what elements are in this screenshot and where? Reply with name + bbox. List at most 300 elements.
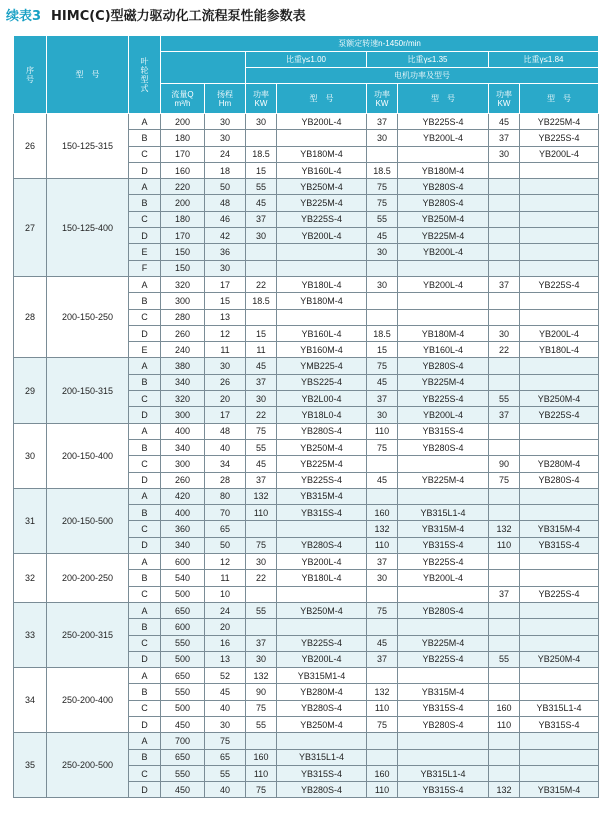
cell-flow: 700 — [161, 733, 205, 749]
cell-motor-2 — [398, 586, 489, 602]
cell-flow: 500 — [161, 651, 205, 667]
cell-motor-3 — [520, 260, 599, 276]
cell-impeller: E — [129, 342, 161, 358]
cell-power-3: 22 — [489, 342, 520, 358]
cell-flow: 280 — [161, 309, 205, 325]
cell-power-1: 45 — [246, 456, 277, 472]
cell-flow: 170 — [161, 146, 205, 162]
cell-motor-1: YB250M-4 — [277, 179, 367, 195]
cell-flow: 550 — [161, 765, 205, 781]
cell-seq: 31 — [14, 488, 47, 553]
cell-power-2: 18.5 — [367, 162, 398, 178]
cell-motor-2: YB280S-4 — [398, 358, 489, 374]
cell-flow: 450 — [161, 716, 205, 732]
cell-flow: 260 — [161, 325, 205, 341]
cell-power-1: 55 — [246, 602, 277, 618]
cell-impeller: B — [129, 195, 161, 211]
cell-head: 10 — [205, 586, 246, 602]
cell-power-2: 110 — [367, 537, 398, 553]
cell-motor-3 — [520, 619, 599, 635]
cell-flow: 320 — [161, 391, 205, 407]
cell-power-1: 55 — [246, 439, 277, 455]
cell-motor-3 — [520, 423, 599, 439]
cell-head: 30 — [205, 358, 246, 374]
cell-head: 30 — [205, 716, 246, 732]
cell-impeller: E — [129, 244, 161, 260]
cell-power-1: 75 — [246, 700, 277, 716]
cell-power-2: 110 — [367, 782, 398, 798]
cell-power-1: 30 — [246, 228, 277, 244]
cell-impeller: D — [129, 651, 161, 667]
cell-model: 150-125-400 — [47, 179, 129, 277]
cell-power-1: 45 — [246, 358, 277, 374]
cell-flow: 220 — [161, 179, 205, 195]
cell-power-2 — [367, 309, 398, 325]
header-power-3: 功率 KW — [489, 84, 520, 114]
cell-motor-2 — [398, 293, 489, 309]
cell-power-3 — [489, 602, 520, 618]
cell-motor-1: YB315L1-4 — [277, 749, 367, 765]
cell-flow: 340 — [161, 439, 205, 455]
cell-motor-3: YB315S-4 — [520, 537, 599, 553]
cell-flow: 150 — [161, 260, 205, 276]
cell-head: 11 — [205, 570, 246, 586]
cell-motor-3 — [520, 211, 599, 227]
cell-motor-3 — [520, 733, 599, 749]
cell-head: 50 — [205, 537, 246, 553]
cell-power-1 — [246, 586, 277, 602]
cell-power-3 — [489, 244, 520, 260]
cell-seq: 32 — [14, 554, 47, 603]
cell-power-2: 160 — [367, 505, 398, 521]
cell-head: 17 — [205, 407, 246, 423]
cell-head: 48 — [205, 423, 246, 439]
cell-power-2: 30 — [367, 570, 398, 586]
cell-motor-2: YB200L-4 — [398, 407, 489, 423]
cell-power-2: 75 — [367, 602, 398, 618]
cell-motor-2 — [398, 668, 489, 684]
cell-impeller: B — [129, 293, 161, 309]
cell-impeller: D — [129, 537, 161, 553]
cell-motor-1 — [277, 244, 367, 260]
cell-power-1 — [246, 260, 277, 276]
cell-impeller: D — [129, 716, 161, 732]
cell-motor-2 — [398, 733, 489, 749]
cell-power-3 — [489, 374, 520, 390]
cell-flow: 300 — [161, 293, 205, 309]
cell-power-3: 37 — [489, 130, 520, 146]
cell-model: 200-150-250 — [47, 276, 129, 357]
cell-motor-3 — [520, 602, 599, 618]
cell-motor-2: YB225M-4 — [398, 472, 489, 488]
cell-motor-3 — [520, 244, 599, 260]
cell-motor-1: YB280S-4 — [277, 423, 367, 439]
cell-motor-1 — [277, 619, 367, 635]
cell-head: 40 — [205, 439, 246, 455]
cell-flow: 260 — [161, 472, 205, 488]
cell-flow: 340 — [161, 374, 205, 390]
cell-model: 200-150-400 — [47, 423, 129, 488]
header-motor: 电机功率及型号 — [246, 68, 599, 84]
cell-flow: 550 — [161, 684, 205, 700]
cell-motor-2: YB225S-4 — [398, 651, 489, 667]
cell-head: 20 — [205, 391, 246, 407]
cell-power-1: 18.5 — [246, 293, 277, 309]
cell-impeller: D — [129, 407, 161, 423]
cell-flow: 450 — [161, 782, 205, 798]
cell-motor-3: YB200L-4 — [520, 146, 599, 162]
cell-power-2: 55 — [367, 211, 398, 227]
table-row — [14, 276, 599, 292]
cell-power-3 — [489, 635, 520, 651]
cell-power-1 — [246, 733, 277, 749]
cell-power-1: 30 — [246, 554, 277, 570]
cell-flow: 300 — [161, 456, 205, 472]
cell-motor-1 — [277, 260, 367, 276]
cell-head: 40 — [205, 700, 246, 716]
cell-flow: 150 — [161, 244, 205, 260]
cell-flow: 200 — [161, 195, 205, 211]
cell-motor-3 — [520, 293, 599, 309]
cell-head: 42 — [205, 228, 246, 244]
cell-motor-1 — [277, 586, 367, 602]
cell-power-3 — [489, 260, 520, 276]
cell-power-1: 160 — [246, 749, 277, 765]
cell-head: 26 — [205, 374, 246, 390]
cell-motor-1: YB315M-4 — [277, 488, 367, 504]
cell-power-3 — [489, 765, 520, 781]
cell-power-3: 37 — [489, 276, 520, 292]
cell-power-3 — [489, 309, 520, 325]
cell-head: 11 — [205, 342, 246, 358]
cell-impeller: D — [129, 162, 161, 178]
cell-motor-1: YB200L-4 — [277, 651, 367, 667]
cell-motor-1: YB18L0-4 — [277, 407, 367, 423]
cell-flow: 340 — [161, 537, 205, 553]
cell-motor-1: YMB225-4 — [277, 358, 367, 374]
cell-impeller: D — [129, 782, 161, 798]
cell-model: 150-125-315 — [47, 114, 129, 179]
cell-motor-1: YB250M-4 — [277, 602, 367, 618]
cell-power-1: 75 — [246, 782, 277, 798]
cell-head: 75 — [205, 733, 246, 749]
cell-motor-2: YB315S-4 — [398, 782, 489, 798]
cell-motor-1: YB280S-4 — [277, 700, 367, 716]
cell-power-3: 160 — [489, 700, 520, 716]
cell-model: 200-150-315 — [47, 358, 129, 423]
header-flow-head-blank — [161, 52, 246, 84]
cell-power-2 — [367, 668, 398, 684]
cell-motor-2 — [398, 488, 489, 504]
cell-impeller: B — [129, 374, 161, 390]
page-title — [6, 6, 306, 28]
table-row — [14, 488, 599, 504]
cell-motor-3: YB225M-4 — [520, 114, 599, 130]
cell-power-3 — [489, 668, 520, 684]
cell-power-3: 37 — [489, 586, 520, 602]
header-speed: 泵额定转速n-1450r/min — [161, 36, 599, 52]
cell-impeller: B — [129, 505, 161, 521]
cell-flow: 200 — [161, 114, 205, 130]
header-power-1: 功率 KW — [246, 84, 277, 114]
header-seq: 序 号 — [14, 36, 47, 114]
cell-flow: 650 — [161, 668, 205, 684]
cell-motor-1: YB200L-4 — [277, 228, 367, 244]
cell-head: 18 — [205, 162, 246, 178]
cell-power-3: 110 — [489, 716, 520, 732]
cell-motor-2: YB160L-4 — [398, 342, 489, 358]
cell-motor-3 — [520, 439, 599, 455]
cell-motor-1: YB200L-4 — [277, 554, 367, 570]
cell-motor-3 — [520, 570, 599, 586]
cell-flow: 300 — [161, 407, 205, 423]
cell-motor-1 — [277, 309, 367, 325]
cell-power-3 — [489, 358, 520, 374]
cell-impeller: C — [129, 700, 161, 716]
cell-power-3: 37 — [489, 407, 520, 423]
cell-power-2 — [367, 586, 398, 602]
cell-head: 65 — [205, 521, 246, 537]
cell-motor-2: YB280S-4 — [398, 602, 489, 618]
cell-flow: 650 — [161, 602, 205, 618]
cell-impeller: C — [129, 391, 161, 407]
cell-head: 24 — [205, 602, 246, 618]
cell-power-2: 75 — [367, 358, 398, 374]
table-header — [14, 36, 599, 114]
cell-impeller: B — [129, 619, 161, 635]
header-head: 扬程 Hm — [205, 84, 246, 114]
cell-motor-2: YB180M-4 — [398, 325, 489, 341]
cell-power-1: 30 — [246, 651, 277, 667]
cell-head: 50 — [205, 179, 246, 195]
table-row — [14, 423, 599, 439]
cell-flow: 380 — [161, 358, 205, 374]
cell-flow: 360 — [161, 521, 205, 537]
cell-head: 34 — [205, 456, 246, 472]
cell-motor-1: YB180M-4 — [277, 293, 367, 309]
cell-motor-2: YB315S-4 — [398, 700, 489, 716]
cell-motor-3: YB280S-4 — [520, 472, 599, 488]
cell-power-3: 90 — [489, 456, 520, 472]
cell-impeller: C — [129, 765, 161, 781]
cell-motor-3 — [520, 358, 599, 374]
cell-motor-3 — [520, 162, 599, 178]
cell-power-2: 45 — [367, 374, 398, 390]
cell-power-2: 37 — [367, 651, 398, 667]
header-type-3: 型 号 — [520, 84, 599, 114]
cell-power-3: 110 — [489, 537, 520, 553]
cell-power-3 — [489, 293, 520, 309]
cell-motor-3: YB225S-4 — [520, 586, 599, 602]
cell-head: 28 — [205, 472, 246, 488]
cell-power-3 — [489, 195, 520, 211]
cell-motor-1: YB160L-4 — [277, 325, 367, 341]
cell-motor-3 — [520, 684, 599, 700]
cell-power-2 — [367, 146, 398, 162]
cell-impeller: A — [129, 554, 161, 570]
cell-motor-3: YB250M-4 — [520, 651, 599, 667]
header-power-2: 功率 KW — [367, 84, 398, 114]
cell-power-1 — [246, 130, 277, 146]
cell-motor-1: YB2L00-4 — [277, 391, 367, 407]
table-row — [14, 554, 599, 570]
cell-motor-2: YB315M-4 — [398, 521, 489, 537]
cell-power-2: 45 — [367, 635, 398, 651]
cell-seq: 33 — [14, 602, 47, 667]
cell-motor-2: YB180M-4 — [398, 162, 489, 178]
cell-motor-3: YB200L-4 — [520, 325, 599, 341]
cell-impeller: C — [129, 586, 161, 602]
cell-motor-3 — [520, 505, 599, 521]
cell-motor-3: YB225S-4 — [520, 276, 599, 292]
cell-motor-3 — [520, 765, 599, 781]
cell-impeller: B — [129, 684, 161, 700]
cell-power-1: 30 — [246, 391, 277, 407]
cell-motor-2: YB200L-4 — [398, 276, 489, 292]
cell-power-1: 132 — [246, 668, 277, 684]
cell-motor-2: YB200L-4 — [398, 570, 489, 586]
header-sg1: 比重γ≤1.00 — [246, 52, 367, 68]
cell-seq: 27 — [14, 179, 47, 277]
cell-power-3 — [489, 162, 520, 178]
cell-motor-2: YB315L1-4 — [398, 765, 489, 781]
cell-power-1: 15 — [246, 162, 277, 178]
cell-head: 48 — [205, 195, 246, 211]
cell-power-2: 45 — [367, 228, 398, 244]
cell-motor-1: YB315S-4 — [277, 505, 367, 521]
cell-power-2: 37 — [367, 391, 398, 407]
cell-head: 70 — [205, 505, 246, 521]
cell-motor-3: YB280M-4 — [520, 456, 599, 472]
table-row — [14, 358, 599, 374]
cell-flow: 550 — [161, 635, 205, 651]
cell-head: 12 — [205, 325, 246, 341]
cell-motor-2: YB315M-4 — [398, 684, 489, 700]
cell-motor-1: YB250M-4 — [277, 439, 367, 455]
cell-motor-1: YB250M-4 — [277, 716, 367, 732]
cell-motor-2: YB200L-4 — [398, 130, 489, 146]
cell-impeller: B — [129, 749, 161, 765]
cell-seq: 30 — [14, 423, 47, 488]
cell-power-1: 37 — [246, 472, 277, 488]
cell-power-2: 30 — [367, 407, 398, 423]
cell-power-2 — [367, 619, 398, 635]
table-row — [14, 114, 599, 130]
cell-motor-1: YBS225-4 — [277, 374, 367, 390]
cell-power-3: 55 — [489, 391, 520, 407]
table-row — [14, 733, 599, 749]
cell-motor-1: YB200L-4 — [277, 114, 367, 130]
cell-motor-3 — [520, 228, 599, 244]
cell-power-3 — [489, 570, 520, 586]
cell-flow: 400 — [161, 423, 205, 439]
cell-motor-1: YB180L-4 — [277, 570, 367, 586]
cell-power-3: 45 — [489, 114, 520, 130]
cell-power-1: 15 — [246, 325, 277, 341]
cell-model: 250-200-315 — [47, 602, 129, 667]
cell-power-1: 22 — [246, 407, 277, 423]
cell-power-2: 75 — [367, 716, 398, 732]
cell-power-2 — [367, 488, 398, 504]
cell-motor-3 — [520, 554, 599, 570]
cell-motor-2: YB280S-4 — [398, 179, 489, 195]
cell-motor-3 — [520, 179, 599, 195]
cell-motor-1: YB315M1-4 — [277, 668, 367, 684]
cell-flow: 180 — [161, 211, 205, 227]
cell-model: 250-200-500 — [47, 733, 129, 798]
cell-head: 40 — [205, 782, 246, 798]
cell-impeller: A — [129, 602, 161, 618]
cell-motor-3: YB250M-4 — [520, 391, 599, 407]
cell-power-3 — [489, 211, 520, 227]
cell-motor-1: YB280S-4 — [277, 537, 367, 553]
cell-motor-3: YB180L-4 — [520, 342, 599, 358]
cell-motor-2: YB280S-4 — [398, 439, 489, 455]
cell-model: 200-200-250 — [47, 554, 129, 603]
cell-power-3 — [489, 554, 520, 570]
table-row — [14, 179, 599, 195]
cell-power-1: 37 — [246, 635, 277, 651]
cell-power-3: 75 — [489, 472, 520, 488]
cell-impeller: A — [129, 733, 161, 749]
cell-motor-1: YB160L-4 — [277, 162, 367, 178]
cell-power-2: 30 — [367, 276, 398, 292]
table-title: HIMC(C)型磁力驱动化工流程泵性能参数表 — [51, 9, 306, 24]
cell-head: 17 — [205, 276, 246, 292]
cell-power-1: 110 — [246, 765, 277, 781]
cell-impeller: C — [129, 146, 161, 162]
header-sg2: 比重γ≤1.35 — [367, 52, 489, 68]
cell-head: 20 — [205, 619, 246, 635]
cell-flow: 500 — [161, 700, 205, 716]
cell-power-3 — [489, 488, 520, 504]
cell-power-1 — [246, 619, 277, 635]
cell-impeller: B — [129, 570, 161, 586]
cell-power-2: 75 — [367, 179, 398, 195]
cell-motor-1: YB160M-4 — [277, 342, 367, 358]
cell-motor-2: YB280S-4 — [398, 716, 489, 732]
cell-power-1: 18.5 — [246, 146, 277, 162]
cell-power-2: 37 — [367, 114, 398, 130]
cell-head: 30 — [205, 114, 246, 130]
cell-power-2: 45 — [367, 472, 398, 488]
cell-motor-3: YB225S-4 — [520, 407, 599, 423]
cell-impeller: A — [129, 358, 161, 374]
cell-motor-2 — [398, 749, 489, 765]
cell-impeller: A — [129, 179, 161, 195]
cell-power-1 — [246, 309, 277, 325]
cell-power-2 — [367, 733, 398, 749]
cell-flow: 420 — [161, 488, 205, 504]
cell-power-3 — [489, 179, 520, 195]
cell-flow: 650 — [161, 749, 205, 765]
cell-impeller: F — [129, 260, 161, 276]
cell-impeller: A — [129, 423, 161, 439]
cell-motor-2: YB280S-4 — [398, 195, 489, 211]
cell-power-2 — [367, 456, 398, 472]
cell-impeller: C — [129, 309, 161, 325]
header-sg3: 比重γ≤1.84 — [489, 52, 599, 68]
cell-power-2 — [367, 749, 398, 765]
cell-impeller: A — [129, 668, 161, 684]
cell-head: 80 — [205, 488, 246, 504]
cell-power-2: 132 — [367, 684, 398, 700]
cell-power-2: 132 — [367, 521, 398, 537]
cell-impeller: B — [129, 130, 161, 146]
cell-motor-3: YB315L1-4 — [520, 700, 599, 716]
cell-impeller: B — [129, 439, 161, 455]
cell-power-2: 110 — [367, 423, 398, 439]
